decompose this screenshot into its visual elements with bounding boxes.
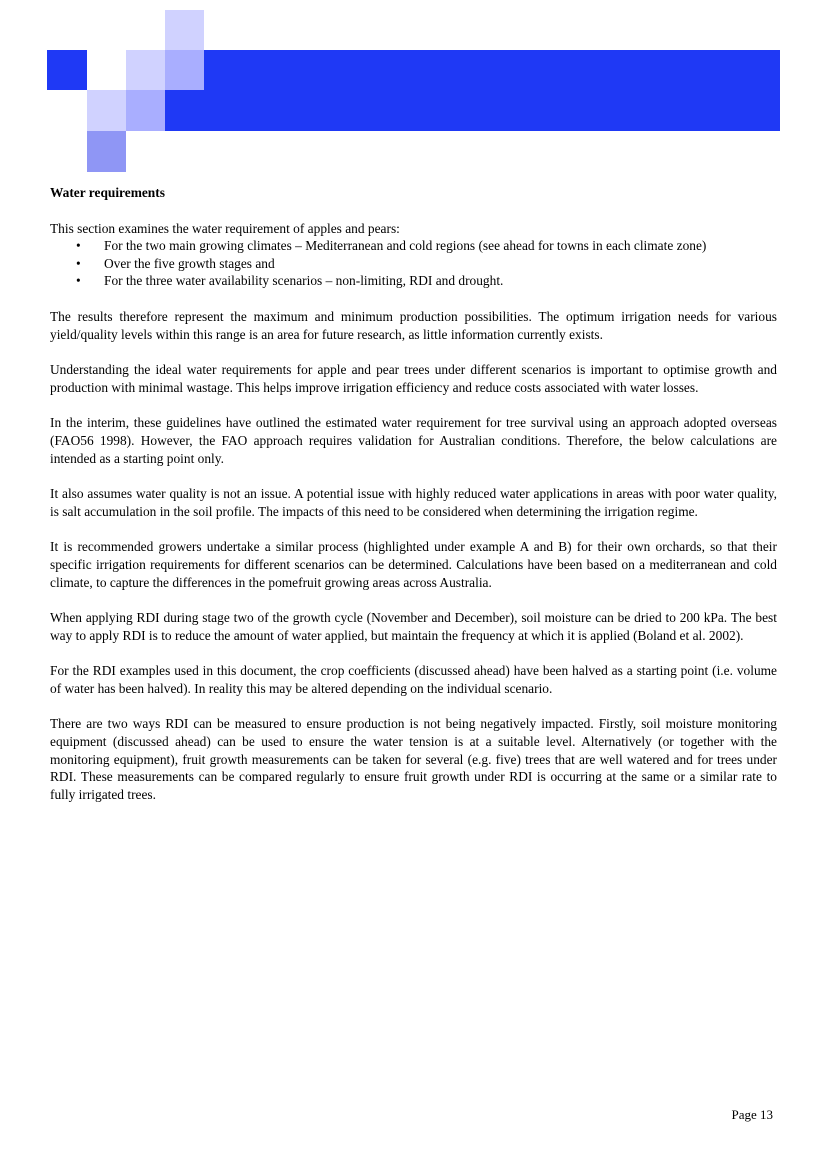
header-decoration (0, 0, 827, 175)
bullet-list (50, 237, 777, 290)
header-banner (165, 50, 780, 131)
list-item: • For the three water availability scenarios – non-limiting, RDI and drought. (76, 273, 504, 289)
bullet-icon: • (76, 255, 81, 271)
header-tile (87, 131, 126, 172)
header-tile (165, 50, 204, 90)
bullet-icon: • (76, 238, 81, 254)
document-body (50, 184, 777, 821)
intro-paragraph: This section examines the water requirement of apples and pears: (50, 220, 400, 236)
bullet-icon: • (76, 273, 81, 289)
list-item: • For the two main growing climates – Mediterranean and cold regions (see ahead for towns in each climate zone) (76, 238, 707, 254)
list-item: • Over the five growth stages and (76, 255, 275, 271)
paragraph: In the interim, these guidelines have outlined the estimated water requirement for tree survival using an approach adopted overseas (FAO56 1998). However, the FAO approach requires validation for Australian conditions. Therefore, the below calculations are intended as a starting point only. (50, 415, 777, 466)
section-title: Water requirements (50, 185, 165, 200)
header-tile (165, 10, 204, 50)
page-number: Page 13 (731, 1107, 773, 1122)
paragraph: For the RDI examples used in this document, the crop coefficients (discussed ahead) have been halved as a starting point (i.e. volume of water has been halved). In reality this may be altered depending on the individual scenario. (50, 663, 777, 696)
paragraph: There are two ways RDI can be measured to ensure production is not being negatively impacted. Firstly, soil moisture monitoring equipment (discussed ahead) can be used to ensure the water tension is at a suitable level. Alternatively (or together with the monitoring equipment), fruit growth measurements can be taken for several (e.g. five) trees that are well watered and for trees under RDI. These measurements can be compared regularly to ensure fruit growth under RDI is occurring at the same or a similar rate to fully irrigated trees. (50, 716, 777, 802)
header-tile (126, 90, 165, 131)
header-tile (126, 50, 165, 90)
paragraph: Understanding the ideal water requirements for apple and pear trees under different scenarios is important to optimise growth and production with minimal wastage. This helps improve irrigation efficiency and reduce costs associated with water losses. (50, 362, 777, 395)
paragraph: The results therefore represent the maximum and minimum production possibilities. The optimum irrigation needs for various yield/quality levels within this range is an area for future research, as little information currently exists. (50, 308, 777, 342)
paragraph: When applying RDI during stage two of the growth cycle (November and December), soil moisture can be dried to 200 kPa. The best way to apply RDI is to reduce the amount of water applied, but maintain the frequency at which it is applied (Boland et al. 2002). (50, 610, 777, 643)
header-tile (47, 50, 87, 90)
paragraph: It also assumes water quality is not an issue. A potential issue with highly reduced water applications in areas with poor water quality, is salt accumulation in the soil profile. The impacts of this need to be considered when determining the irrigation regime. (50, 486, 777, 519)
header-tile (87, 90, 126, 131)
paragraph: It is recommended growers undertake a similar process (highlighted under example A and B) for their own orchards, so that their specific irrigation requirements for different scenarios can be determined. Calculations have been based on a mediterranean and cold climate, to capture the differences in the pomefruit growing areas across Australia. (50, 539, 777, 590)
